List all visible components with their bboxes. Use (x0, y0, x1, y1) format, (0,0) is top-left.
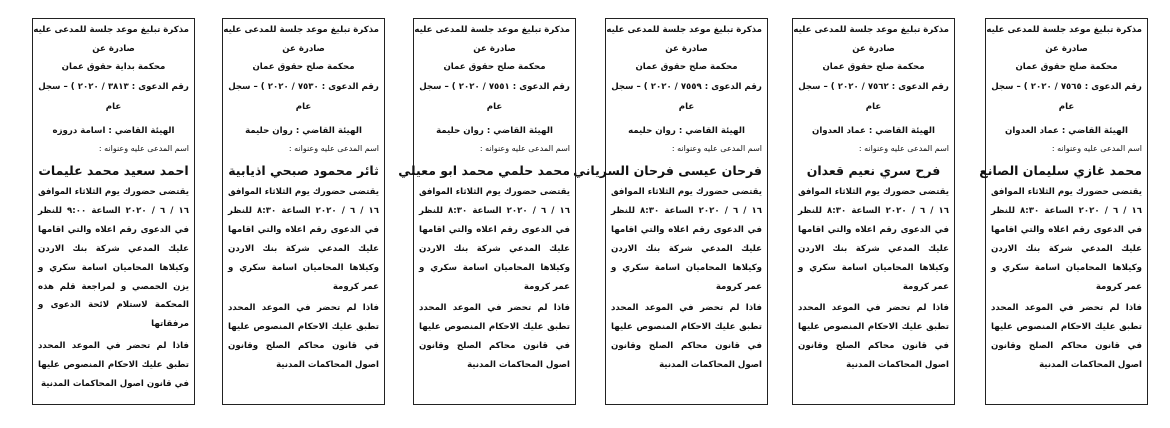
case-number: رقم الدعوى : ٧٥٣٠ / ٢٠٢٠ ) – سجل (228, 82, 379, 93)
notice-card (573, 18, 768, 405)
defendant-name: محمد حلمي محمد ابو معيلي (398, 163, 570, 179)
notice-card (222, 18, 385, 405)
summons-warning: فاذا لم تحضر في الموعد المحدد تطبق عليك الاحكام المنصوص عليها في قانون محاكم الصلح وقانون اصول المحاكمات المدنية (611, 303, 762, 371)
registry: عام (1058, 101, 1075, 112)
notice-card (398, 18, 576, 405)
summons-warning: فاذا لم تحضر في الموعد المحدد تطبق عليك الاحكام المنصوص عليها في قانون محاكم الصلح وقانون اصول المحاكمات المدنية (419, 303, 570, 371)
registry: عام (486, 101, 503, 112)
address-label: اسم المدعى عليه وعنوانه : (671, 144, 762, 154)
defendant-name: ثائر محمود صبحي اذيابية (228, 163, 379, 179)
issued-from: صادرة عن (852, 43, 895, 54)
summons-body: يقتضى حضورك يوم الثلاثاء الموافق ١٦ / ٦ / ٢٠٢٠ الساعة ٨:٣٠ للنظر في الدعوى رقم اعلاه والتي اقامها عليك المدعي شركة بنك الاردن وكيلاها المحاميان اسامة سكري و عمر كرومة (228, 187, 379, 292)
summons-body: يقتضى حضورك يوم الثلاثاء الموافق ١٦ / ٦ / ٢٠٢٠ الساعة ٨:٣٠ للنظر في الدعوى رقم اعلاه والتي اقامها عليك المدعي شركة بنك الاردن وكيلاها المحاميان اسامة سكري و عمر كرومة (991, 187, 1142, 292)
summons-body: يقتضى حضورك يوم الثلاثاء الموافق ١٦ / ٦ / ٢٠٢٠ الساعة ٩:٠٠ للنظر في الدعوى رقم اعلاه والتي اقامها عليك المدعي شركة بنك الاردن وكيلاها المحاميان اسامة سكري و يزن الحمصي و لمراجعة قلم هذه المحكمة لاستلام لائحة الدعوى و مرفقاتها (38, 187, 189, 330)
address-label: اسم المدعى عليه وعنوانه : (858, 144, 949, 154)
notice-title: مذكرة تبليغ موعد جلسة للمدعى عليه (793, 25, 949, 35)
defendant-name: فرح سري نعيم قعدان (806, 163, 941, 179)
judge: الهيئة القاضي : عماد العدوان (812, 125, 935, 136)
summons-body: يقتضى حضورك يوم الثلاثاء الموافق ١٦ / ٦ / ٢٠٢٠ الساعة ٨:٣٠ للنظر في الدعوى رقم اعلاه والتي اقامها عليك المدعي شركة بنك الاردن وكيلاها المحاميان اسامة سكري و عمر كرومة (611, 187, 762, 292)
notice-title: مذكرة تبليغ موعد جلسة للمدعى عليه (223, 25, 379, 35)
issued-from: صادرة عن (282, 43, 325, 54)
summons-warning: فاذا لم تحضر في الموعد المحدد تطبق عليك الاحكام المنصوص عليها في قانون محاكم الصلح وقانون اصول المحاكمات المدنية (798, 303, 949, 371)
court-name: محكمة صلح حقوق عمان (635, 62, 738, 73)
notice-title: مذكرة تبليغ موعد جلسة للمدعى عليه (414, 25, 570, 35)
issued-from: صادرة عن (92, 43, 135, 54)
case-number: رقم الدعوى : ٧٥٥١ / ٢٠٢٠ ) – سجل (419, 82, 570, 93)
address-label: اسم المدعى عليه وعنوانه : (479, 144, 570, 154)
case-number: رقم الدعوى : ٣٨١٣ / ٢٠٢٠ ) – سجل (38, 82, 189, 93)
defendant-name: محمد غازي سليمان الصانع (979, 163, 1142, 179)
summons-warning: فاذا لم تحضر في الموعد المحدد تطبق عليك الاحكام المنصوص عليها في قانون محاكم الصلح وقانون اصول المحاكمات المدنية (991, 303, 1142, 371)
issued-from: صادرة عن (473, 43, 516, 54)
issued-from: صادرة عن (1045, 43, 1088, 54)
registry: عام (295, 101, 312, 112)
court-name: محكمة صلح حقوق عمان (252, 62, 355, 73)
address-label: اسم المدعى عليه وعنوانه : (1051, 144, 1142, 154)
court-name: محكمة صلح حقوق عمان (1015, 62, 1118, 73)
summons-warning: فاذا لم تحضر في الموعد المحدد تطبق عليك الاحكام المنصوص عليها في قانون اصول المحاكمات المدنية (38, 341, 189, 390)
court-name: محكمة بداية حقوق عمان (61, 62, 166, 73)
summons-warning: فاذا لم تحضر في الموعد المحدد تطبق عليك الاحكام المنصوص عليها في قانون محاكم الصلح وقانون اصول المحاكمات المدنية (228, 303, 379, 371)
summons-body: يقتضى حضورك يوم الثلاثاء الموافق ١٦ / ٦ / ٢٠٢٠ الساعة ٨:٣٠ للنظر في الدعوى رقم اعلاه والتي اقامها عليك المدعي شركة بنك الاردن وكيلاها المحاميان اسامة سكري و عمر كرومة (419, 187, 570, 292)
case-number: رقم الدعوى : ٧٥٦٢ / ٢٠٢٠ ) – سجل (798, 82, 949, 93)
judge: الهيئة القاضي : اسامة دروزه (52, 125, 175, 136)
case-number: رقم الدعوى : ٧٥٦٥ / ٢٠٢٠ ) – سجل (991, 82, 1142, 93)
judge: الهيئة القاضي : روان حليمه (628, 125, 745, 136)
notice-title: مذكرة تبليغ موعد جلسة للمدعى عليه (33, 25, 189, 35)
court-name: محكمة صلح حقوق عمان (443, 62, 546, 73)
address-label: اسم المدعى عليه وعنوانه : (98, 144, 189, 154)
notice-title: مذكرة تبليغ موعد جلسة للمدعى عليه (606, 25, 762, 35)
address-label: اسم المدعى عليه وعنوانه : (288, 144, 379, 154)
defendant-name: فرحان عيسى فرحان السرياني (573, 163, 762, 179)
notice-card (979, 18, 1148, 405)
notice-card (32, 18, 195, 405)
judge: الهيئة القاضي : روان حليمة (245, 125, 362, 136)
issued-from: صادرة عن (665, 43, 708, 54)
registry: عام (865, 101, 882, 112)
judge: الهيئة القاضي : روان حليمة (436, 125, 553, 136)
defendant-name: احمد سعيد محمد عليمات (38, 163, 189, 179)
court-name: محكمة صلح حقوق عمان (822, 62, 925, 73)
judge: الهيئة القاضي : عماد العدوان (1005, 125, 1128, 136)
notice-title: مذكرة تبليغ موعد جلسة للمدعى عليه (986, 25, 1142, 35)
registry: عام (105, 101, 122, 112)
registry: عام (678, 101, 695, 112)
notice-card (792, 18, 955, 405)
summons-body: يقتضى حضورك يوم الثلاثاء الموافق ١٦ / ٦ / ٢٠٢٠ الساعة ٨:٣٠ للنظر في الدعوى رقم اعلاه والتي اقامها عليك المدعي شركة بنك الاردن وكيلاها المحاميان اسامة سكري و عمر كرومة (798, 187, 949, 292)
case-number: رقم الدعوى : ٧٥٥٩ / ٢٠٢٠ ) – سجل (611, 82, 762, 93)
